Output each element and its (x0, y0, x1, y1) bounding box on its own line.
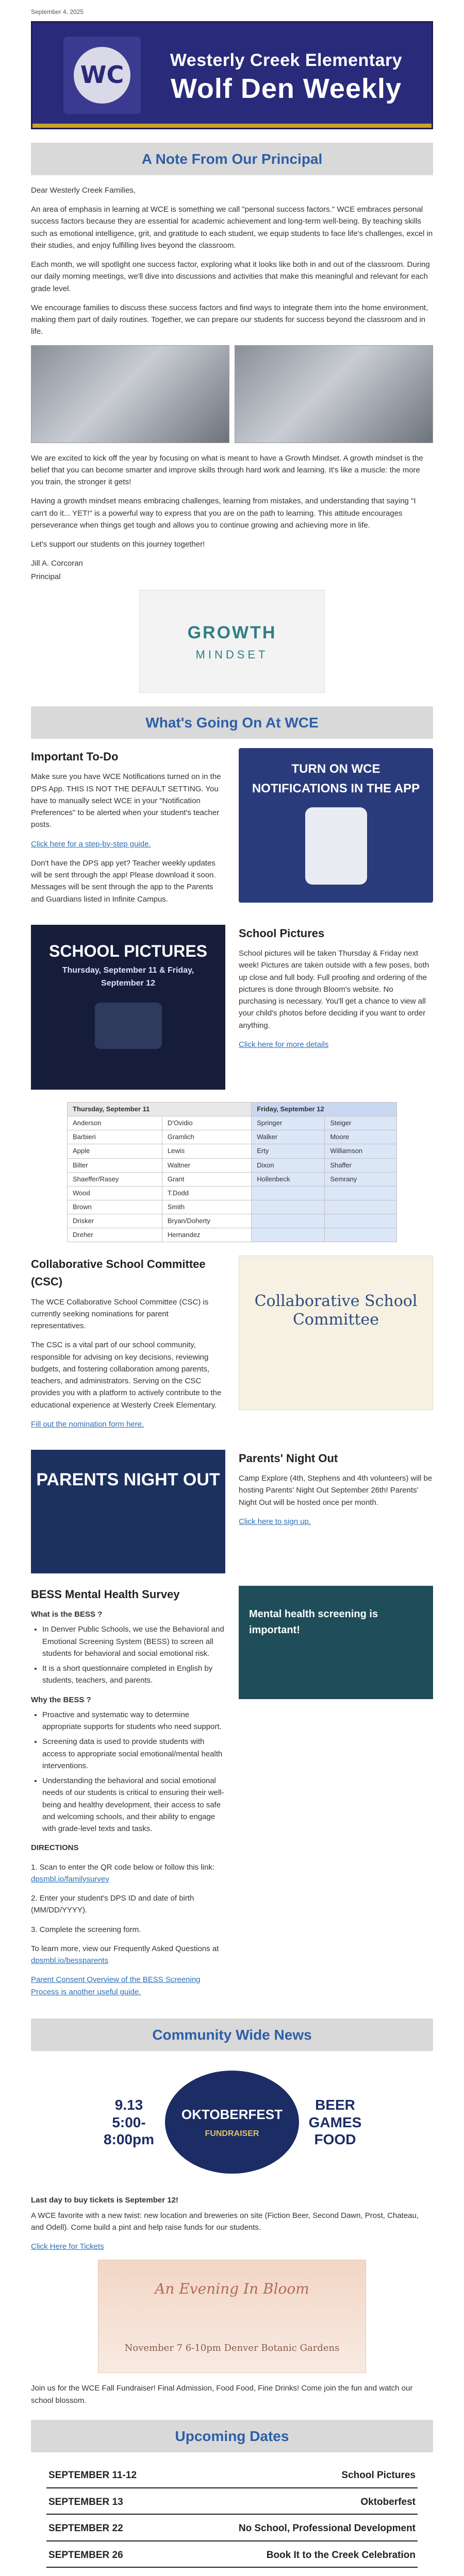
fest-deadline: Last day to buy tickets is September 12! (31, 2196, 178, 2205)
header-text (141, 47, 432, 103)
teacher-cell (325, 1186, 397, 1200)
csc-card (239, 1256, 433, 1410)
bess-survey-link[interactable]: dpsmbl.io/familysurvey (31, 1874, 109, 1884)
teacher-cell: Waltner (162, 1158, 251, 1172)
header-accent-bar (32, 124, 432, 128)
signature-title: Principal (31, 572, 61, 581)
pno-title: Parents' Night Out (239, 1452, 338, 1465)
teacher-cell: Apple (68, 1144, 162, 1158)
teacher-cell: Gramlich (162, 1130, 251, 1144)
mental-health-card (239, 1586, 433, 1699)
bess-list-1 (42, 1623, 225, 1686)
camera-icon (95, 1003, 162, 1049)
principal-p2: Each month, we will spotlight one success factor, exploring what it looks like both in and out of the classroom. During our daily morning meetings, we'll dive into discussions and activities that make this meaningful and relevant for each grade level. (31, 260, 430, 293)
date-label: SEPTEMBER 22 (48, 2523, 123, 2534)
csc-p2: The CSC is a vital part of our school community, responsible for advising on key decisions, reviewing budgets, and fostering collaboration among parents, teachers, and administrators. Serving on the CSC provides you with a platform to actively contribute to the educational experience at Westerly Creek Elementary. (31, 1341, 222, 1410)
pics-card-sub: Thursday, September 11 & Friday, September 12 (62, 966, 194, 988)
bess-more (31, 1943, 225, 1967)
thu-header: Thursday, September 11 (68, 1102, 252, 1116)
teacher-cell: Drisker (68, 1214, 162, 1228)
bess-consent-link[interactable]: Parent Consent Overview of the BESS Screening Process is another useful guide. (31, 1975, 201, 1996)
school-pictures-card (31, 925, 225, 1090)
phone-icon (305, 807, 367, 885)
pics-p: School pictures will be taken Thursday & Friday next week! Pictures are taken outside with a few poses, both up close and full body. Full proofing and ordering of the pictures is done through Bloom's website. No purchasing is necessary. You'll get a chance to view all your child's photos before deciding if you want to order anything. (239, 949, 429, 1030)
teacher-cell: Bryan/Doherty (162, 1214, 251, 1228)
bess-list-2 (42, 1709, 225, 1835)
date-event: Oktoberfest (360, 2496, 416, 2507)
evening-description: Join us for the WCE Fall Fundraiser! Final Admission, Food Food, Fine Drinks! Come join the fun and watch our school blossom. (31, 2384, 413, 2405)
todo-block (31, 748, 433, 912)
fri-header: Friday, September 12 (252, 1102, 397, 1116)
fest-tickets-link[interactable]: Click Here for Tickets (31, 2242, 104, 2251)
principal-p6: Let's support our students on this journey together! (31, 540, 205, 549)
date-label (48, 2574, 106, 2576)
bess-b2: • It is a short questionnaire completed in English by students, teachers, and parents. (42, 1663, 225, 1687)
teacher-cell: Steiger (325, 1116, 397, 1130)
evening-date: November 7 6-10pm Denver Botanic Gardens (124, 2343, 340, 2354)
date-label: SEPTEMBER 26 (48, 2549, 123, 2561)
school-logo (63, 37, 141, 114)
growth-mindset-graphic (139, 590, 325, 693)
teacher-cell: Semrany (325, 1172, 397, 1186)
principal-p5: Having a growth mindset means embracing challenges, learning from mistakes, and understanding that saying "I can't do it... YET!" is a powerful way to express that you are on the path to learning. This attitude encourages perseverance when things get tough and allows you to continue growing and achieving more in life. (31, 497, 416, 530)
teacher-cell: Moore (325, 1130, 397, 1144)
todo-p1: Make sure you have WCE Notifications turned on in the DPS App. THIS IS NOT THE DEFAULT SETTING. You have to manually select WCE in your "Notification Preferences" to be alerted when your student's teacher posts. (31, 772, 221, 829)
teacher-cell (325, 1228, 397, 1242)
principal-p4: We are excited to kick off the year by focusing on what is meant to have a Growth Mindset. A growth mindset is the belief that you can become smarter and improve skills through hard work and learning. It's like a muscle: the more you train, the stronger it gets! (31, 453, 423, 487)
teacher-cell: Lewis (162, 1144, 251, 1158)
date-row (46, 2515, 418, 2541)
classroom-photo-2 (235, 345, 433, 443)
teacher-cell (252, 1228, 325, 1242)
teacher-cell (325, 1200, 397, 1214)
teacher-cell: Walker (252, 1130, 325, 1144)
date-event: No School, Professional Development (238, 2523, 416, 2534)
bess-more-text: To learn more, view our Frequently Asked Questions at (31, 1944, 219, 1953)
teacher-cell: Barbieri (68, 1130, 162, 1144)
dateline: September 4, 2025 (31, 8, 84, 15)
bess-step2: 2. Enter your student's DPS ID and date of birth (MM/DD/YYYY). (31, 1894, 194, 1915)
oktoberfest-graphic (98, 2060, 366, 2184)
parents-night-card (31, 1450, 225, 1573)
teacher-table-body (68, 1116, 397, 1242)
date-event (285, 2574, 416, 2576)
principal-p1: An area of emphasis in learning at WCE is something we call "personal success factors." WCE embraces personal success factors because they are essential for academic achievement and long-term well-being. By teaching skills such as emotional intelligence, grit, and gratitude to each student, we equip students to face life's challenges, excel in their studies, and enjoy fulfilling lives beyond the classroom. (31, 205, 433, 250)
todo-title: Important To-Do (31, 750, 119, 764)
growth-word: GROWTH (187, 622, 277, 642)
bess-step3: 3. Complete the screening form. (31, 1925, 141, 1934)
csc-title: Collaborative School Committee (CSC) (31, 1258, 206, 1289)
teacher-row (68, 1116, 397, 1130)
teacher-cell: Shaeffer/Rasey (68, 1172, 162, 1186)
pics-title: School Pictures (239, 926, 325, 940)
teacher-cell: Shaffer (325, 1158, 397, 1172)
csc-nomination-link[interactable]: Fill out the nomination form here. (31, 1419, 144, 1429)
pno-block (31, 1450, 433, 1573)
bess-step1-text: 1. Scan to enter the QR code below or follow this link: (31, 1862, 215, 1872)
section-principal: A Note From Our Principal (31, 143, 433, 175)
bess-q2: Why the BESS ? (31, 1695, 91, 1704)
teacher-row (68, 1186, 397, 1200)
teacher-cell: Hollenbeck (252, 1172, 325, 1186)
evening-in-bloom-graphic (98, 2260, 366, 2373)
pictures-block (31, 925, 433, 1090)
section-wce: What's Going On At WCE (31, 706, 433, 739)
upcoming-dates-list (46, 2462, 418, 2576)
teacher-row (68, 1158, 397, 1172)
teacher-row (68, 1214, 397, 1228)
teacher-cell: T.Dodd (162, 1186, 251, 1200)
classroom-photos (31, 345, 433, 443)
date-row (46, 2488, 418, 2515)
teacher-cell: Springer (252, 1116, 325, 1130)
date-event: School Pictures (341, 2470, 416, 2481)
fest-description: A WCE favorite with a new twist: new location and breweries on site (Fiction Beer, Second Dawn, Prost, Chateau, and Odell). Come build a pint and help raise funds for our students. (31, 2211, 419, 2232)
teacher-cell: Erty (252, 1144, 325, 1158)
teacher-cell: D'Ovidio (162, 1116, 251, 1130)
pno-signup-link[interactable]: Click here to sign up. (239, 1517, 311, 1526)
bess-q1: What is the BESS ? (31, 1610, 103, 1619)
date-event: Book It to the Creek Celebration (266, 2549, 416, 2561)
section-community: Community Wide News (31, 2019, 433, 2051)
signature-name: Jill A. Corcoran (31, 559, 83, 568)
picture-schedule-table (67, 1102, 397, 1242)
teacher-row (68, 1130, 397, 1144)
greeting: Dear Westerly Creek Families, (31, 185, 136, 195)
teacher-cell: Dixon (252, 1158, 325, 1172)
teacher-row (68, 1200, 397, 1214)
teacher-cell (252, 1214, 325, 1228)
teacher-cell: Grant (162, 1172, 251, 1186)
teacher-row (68, 1228, 397, 1242)
teacher-cell: Bilter (68, 1158, 162, 1172)
teacher-cell: Smith (162, 1200, 251, 1214)
teacher-cell: Wood (68, 1186, 162, 1200)
bess-b5: • Understanding the behavioral and social emotional needs of our students is critical to ensuring their well-being and healthy development, their access to safe and welcoming schools, and their ability to engage with grade-level texts and tasks. (42, 1775, 225, 1835)
fest-subtitle: FUNDRAISER (205, 2129, 259, 2139)
bess-faq-link[interactable]: dpsmbl.io/bessparents (31, 1956, 109, 1965)
newsletter-title: Wolf Den Weekly (170, 73, 402, 104)
date-row (46, 2541, 418, 2568)
teacher-row (68, 1172, 397, 1186)
todo-guide-link[interactable]: Click here for a step-by-step guide. (31, 839, 151, 849)
newsletter-header (31, 21, 433, 129)
principal-p3: We encourage families to discuss these success factors and find ways to integrate them into the home environment, making them part of daily routines. Together, we can prepare our students for success beyond the classroom and in life. (31, 303, 428, 336)
bess-title: BESS Mental Health Survey (31, 1588, 180, 1601)
teacher-cell: Williamson (325, 1144, 397, 1158)
pno-card-title: PARENTS NIGHT OUT (36, 1470, 220, 1490)
date-row (46, 2462, 418, 2488)
fest-title: OKTOBERFEST (181, 2106, 283, 2122)
content-column (31, 0, 433, 2576)
date-row (46, 2568, 418, 2576)
mh-card-text: Mental health screening is important! (249, 1608, 378, 1636)
date-label: SEPTEMBER 13 (48, 2496, 123, 2507)
bess-b3: • Proactive and systematic way to determine appropriate supports for students who need support. (42, 1709, 225, 1733)
bess-b4: • Screening data is used to provide students with access to appropriate social emotional/mental health interventions. (42, 1736, 225, 1772)
csc-block (31, 1256, 433, 1437)
bess-directions: DIRECTIONS (31, 1843, 79, 1853)
bess-block (31, 1586, 433, 2005)
pics-card-title: SCHOOL PICTURES (49, 941, 207, 960)
fest-date-time: 9.13 5:00-8:00pm (103, 2096, 155, 2148)
teacher-cell (252, 1200, 325, 1214)
csc-p1: The WCE Collaborative School Committee (CSC) is currently seeking nominations for parent representatives. (31, 1297, 209, 1331)
teacher-cell: Brown (68, 1200, 162, 1214)
teacher-cell: Hernandez (162, 1228, 251, 1242)
todo-p2: Don't have the DPS app yet? Teacher weekly updates will be sent through the app! Please download it soon. Messages will be sent through the app to the Parents and Guardians listed in Infinite Campus. (31, 858, 216, 904)
teacher-row (68, 1144, 397, 1158)
fest-features: BEER GAMES FOOD (308, 2096, 362, 2148)
classroom-photo-1 (31, 345, 229, 443)
school-name: Westerly Creek Elementary (170, 50, 403, 70)
bess-step1 (31, 1861, 225, 1886)
teacher-cell: Dreher (68, 1228, 162, 1242)
bess-b1: • In Denver Public Schools, we use the Behavioral and Emotional Screening System (BESS) to screen all students for behavioral and social emotional risk. (42, 1623, 225, 1659)
date-label: SEPTEMBER 11-12 (48, 2470, 137, 2481)
app-card-text: TURN ON WCE NOTIFICATIONS IN THE APP (252, 762, 420, 795)
csc-card-title: Collaborative School Committee (254, 1292, 418, 1329)
teacher-cell: Anderson (68, 1116, 162, 1130)
app-notifications-card (239, 748, 433, 903)
teacher-cell (325, 1214, 397, 1228)
wolf-logo-icon: WC (74, 47, 130, 104)
pics-link[interactable]: Click here for more details (239, 1040, 329, 1049)
section-upcoming: Upcoming Dates (31, 2420, 433, 2452)
teacher-cell (252, 1186, 325, 1200)
pno-p: Camp Explore (4th, Stephens and 4th volunteers) will be hosting Parents' Night Out September 26th! Parents' Night Out will be hosted once per month. (239, 1474, 433, 1507)
evening-title: An Evening In Bloom (155, 2280, 309, 2297)
fest-badge (165, 2071, 299, 2174)
mindset-word: MINDSET (195, 648, 269, 662)
